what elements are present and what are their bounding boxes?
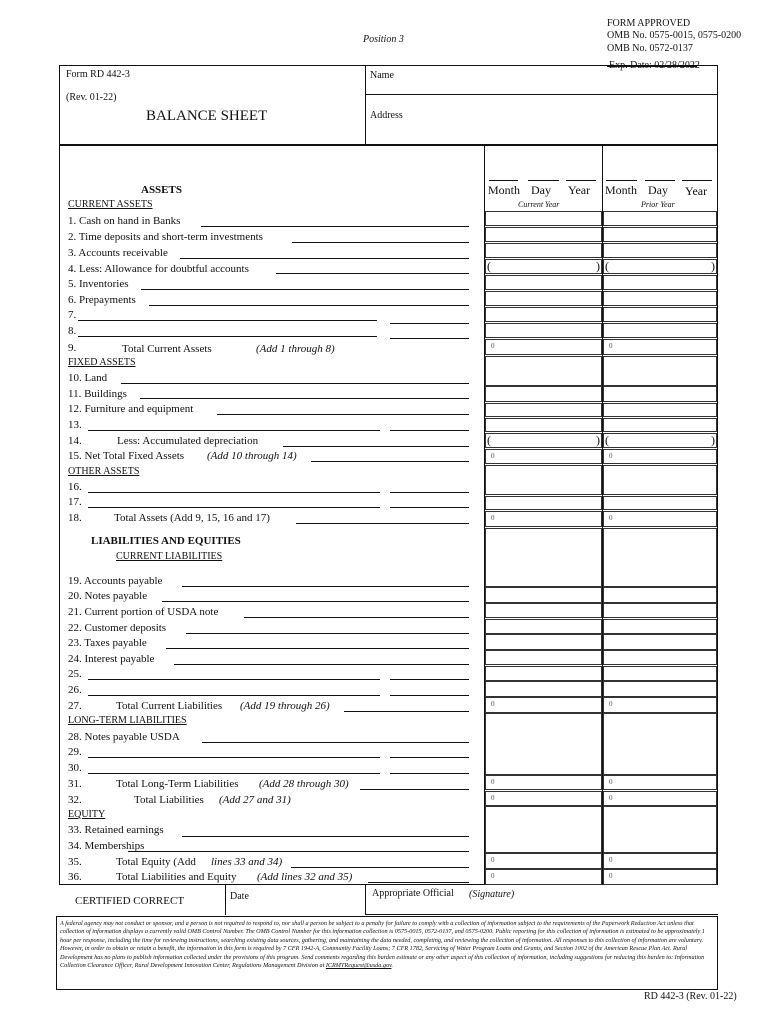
open-paren: ( — [605, 259, 609, 273]
current-amount-line-31[interactable] — [485, 775, 602, 790]
signature-label: (Signature) — [469, 889, 515, 900]
prior-amount-line-15[interactable] — [603, 449, 717, 464]
prior-amount-line-eq-spacer — [603, 806, 717, 853]
position-label: Position 3 — [363, 34, 404, 45]
current-amount-line-17[interactable] — [485, 496, 602, 510]
total-value: 0 — [491, 514, 495, 522]
line-20-label: 20. Notes payable — [68, 590, 148, 602]
prior-amount-line-23[interactable] — [603, 634, 717, 650]
line-27-text: Total Current Liabilities — [116, 700, 223, 712]
current-amount-line-27[interactable] — [485, 697, 602, 713]
prior-amount-line-other-spacer — [603, 465, 717, 495]
open-paren: ( — [487, 433, 491, 447]
current-amount-line-14[interactable] — [485, 433, 602, 448]
current-amount-line-35[interactable] — [485, 853, 602, 869]
current-amount-line-3[interactable] — [485, 243, 602, 258]
prior-amount-line-26[interactable] — [603, 681, 717, 697]
total-value: 0 — [609, 514, 613, 522]
line-10-label: 10. Land — [68, 372, 108, 384]
long-term-liabilities-heading: LONG-TERM LIABILITIES — [68, 715, 187, 726]
prior-amount-line-17[interactable] — [603, 496, 717, 510]
form-revision: (Rev. 01-22) — [66, 92, 117, 103]
liabilities-heading: LIABILITIES AND EQUITIES — [91, 535, 241, 547]
prior-amount-line-12[interactable] — [603, 403, 717, 417]
prior-amount-line-8[interactable] — [603, 323, 717, 338]
total-value: 0 — [491, 794, 495, 802]
current-amount-line-15[interactable] — [485, 449, 602, 464]
line-28-label: 28. Notes payable USDA — [68, 731, 180, 743]
close-paren: ) — [596, 433, 600, 447]
line-29-label: 29. — [68, 746, 82, 758]
total-value: 0 — [609, 778, 613, 786]
official-label: Appropriate Official — [372, 888, 454, 899]
total-value: 0 — [609, 794, 613, 802]
line-21-label: 21. Current portion of USDA note — [68, 606, 219, 618]
line-3-label: 3. Accounts receivable — [68, 247, 168, 259]
prior-amount-line-2[interactable] — [603, 227, 717, 242]
line-31-text: Total Long-Term Liabilities — [116, 778, 239, 790]
prior-amount-line-24[interactable] — [603, 650, 717, 665]
prior-amount-line-21[interactable] — [603, 603, 717, 618]
prior-amount-line-13[interactable] — [603, 418, 717, 432]
line-15-label: 15. Net Total Fixed Assets — [68, 450, 185, 462]
line-17-label: 17. — [68, 496, 82, 508]
prior-year-header: Year — [685, 184, 708, 198]
form-title: BALANCE SHEET — [146, 108, 268, 124]
prior-amount-line-1[interactable] — [603, 211, 717, 226]
line-16-label: 16. — [68, 481, 82, 493]
current-amount-line-22[interactable] — [485, 619, 602, 634]
line-9-note: (Add 1 through 8) — [256, 343, 335, 355]
prior-amount-line-4[interactable] — [603, 259, 717, 274]
prior-amount-line-3[interactable] — [603, 243, 717, 258]
prior-amount-line-7[interactable] — [603, 307, 717, 322]
current-year-label: Current Year — [518, 200, 560, 209]
total-value: 0 — [491, 856, 495, 864]
current-amount-line-13[interactable] — [485, 418, 602, 432]
current-amount-line-6[interactable] — [485, 291, 602, 306]
line-7-label: 7. — [68, 309, 77, 321]
line-34-label: 34. Memberships — [68, 840, 145, 852]
line-31-note: (Add 28 through 30) — [259, 778, 349, 790]
line-9-label: 9. — [68, 342, 77, 354]
prior-amount-line-9[interactable] — [603, 339, 717, 355]
line-14-label: 14. — [68, 435, 82, 447]
line-35-label: 35. — [68, 856, 82, 868]
certified-correct: CERTIFIED CORRECT — [75, 895, 185, 907]
line-26-label: 26. — [68, 684, 82, 696]
total-value: 0 — [491, 452, 495, 460]
total-value: 0 — [609, 872, 613, 880]
form-number: Form RD 442-3 — [66, 69, 130, 80]
line-35-text: Total Equity (Add — [116, 856, 196, 868]
current-amount-line-7[interactable] — [485, 307, 602, 322]
line-9-text: Total Current Assets — [122, 343, 212, 355]
close-paren: ) — [711, 433, 715, 447]
current-liabilities-heading: CURRENT LIABILITIES — [116, 551, 223, 562]
current-amount-line-25[interactable] — [485, 666, 602, 681]
line-33-label: 33. Retained earnings — [68, 824, 164, 836]
total-value: 0 — [609, 452, 613, 460]
prior-amount-line-fixed-spacer — [603, 356, 717, 386]
current-amount-line-20[interactable] — [485, 587, 602, 603]
line-32-text: Total Liabilities — [134, 794, 204, 806]
date-label: Date — [230, 891, 249, 902]
prior-amount-line-6[interactable] — [603, 291, 717, 306]
total-value: 0 — [491, 778, 495, 786]
current-amount-line-23[interactable] — [485, 634, 602, 650]
line-15-note: (Add 10 through 14) — [207, 450, 297, 462]
omb-number-1: OMB No. 0575-0015, 0575-0200 — [607, 30, 742, 41]
assets-heading: ASSETS — [141, 184, 182, 196]
current-year-header: Year — [568, 183, 591, 197]
line-13-label: 13. — [68, 419, 82, 431]
prior-amount-line-32[interactable] — [603, 791, 717, 806]
total-value: 0 — [491, 700, 495, 708]
line-2-label: 2. Time deposits and short-term investments — [68, 231, 263, 243]
prior-amount-line-18[interactable] — [603, 511, 717, 527]
line-22-label: 22. Customer deposits — [68, 622, 167, 634]
current-amount-line-eq-spacer — [485, 806, 602, 853]
current-amount-line-12[interactable] — [485, 403, 602, 417]
prior-amount-line-14[interactable] — [603, 433, 717, 448]
line-32-label: 32. — [68, 794, 82, 806]
address-label: Address — [370, 110, 403, 121]
prior-amount-line-25[interactable] — [603, 666, 717, 681]
line-8-label: 8. — [68, 325, 77, 337]
current-amount-line-11[interactable] — [485, 386, 602, 402]
line-11-label: 11. Buildings — [68, 388, 127, 400]
current-amount-line-fixed-spacer — [485, 356, 602, 386]
form-approved: FORM APPROVED — [607, 18, 691, 29]
current-amount-line-32[interactable] — [485, 791, 602, 806]
current-amount-line-1[interactable] — [485, 211, 602, 226]
prior-amount-line-lt-spacer — [603, 713, 717, 775]
current-amount-line-5[interactable] — [485, 275, 602, 290]
fixed-assets-heading: FIXED ASSETS — [68, 357, 136, 368]
open-paren: ( — [605, 433, 609, 447]
line-12-label: 12. Furniture and equipment — [68, 403, 194, 415]
total-value: 0 — [491, 872, 495, 880]
line-14-text: Less: Accumulated depreciation — [117, 435, 259, 447]
total-value: 0 — [609, 342, 613, 350]
current-amount-line-24[interactable] — [485, 650, 602, 665]
current-amount-line-21[interactable] — [485, 603, 602, 618]
prior-amount-line-27[interactable] — [603, 697, 717, 713]
total-value: 0 — [609, 856, 613, 864]
total-value: 0 — [491, 342, 495, 350]
prior-amount-line-20[interactable] — [603, 587, 717, 603]
prior-amount-line-36[interactable] — [603, 869, 717, 885]
line-24-label: 24. Interest payable — [68, 653, 155, 665]
line-36-label: 36. — [68, 871, 82, 883]
current-amount-line-other-spacer — [485, 465, 602, 495]
line-4-label: 4. Less: Allowance for doubtful accounts — [68, 263, 249, 275]
line-6-label: 6. Prepayments — [68, 294, 136, 306]
line-5-label: 5. Inventories — [68, 278, 129, 290]
prior-month-header: Month — [605, 183, 638, 197]
current-amount-line-18[interactable] — [485, 511, 602, 527]
current-assets-heading: CURRENT ASSETS — [68, 199, 153, 210]
total-value: 0 — [609, 700, 613, 708]
line-35-note: lines 33 and 34) — [211, 856, 283, 868]
current-amount-line-4[interactable] — [485, 259, 602, 274]
notice-email[interactable]: ICRMTRequest@usda.gov — [325, 962, 392, 970]
prior-amount-line-31[interactable] — [603, 775, 717, 790]
prior-year-label: Prior Year — [641, 200, 675, 209]
line-23-label: 23. Taxes payable — [68, 637, 147, 649]
name-label: Name — [370, 70, 394, 81]
current-amount-line-36[interactable] — [485, 869, 602, 885]
prior-amount-line-11[interactable] — [603, 386, 717, 402]
prior-day-header: Day — [648, 183, 668, 197]
current-month-header: Month — [488, 183, 521, 197]
open-paren: ( — [487, 259, 491, 273]
line-27-note: (Add 19 through 26) — [240, 700, 330, 712]
line-27-label: 27. — [68, 700, 82, 712]
line-30-label: 30. — [68, 762, 82, 774]
prior-amount-line-22[interactable] — [603, 619, 717, 634]
line-18-label: 18. — [68, 512, 82, 524]
line-31-label: 31. — [68, 778, 82, 790]
omb-number-2: OMB No. 0572-0137 — [607, 43, 693, 54]
expiration-date: Exp. Date: 02/28/2022 — [609, 60, 700, 71]
current-amount-line-liab-spacer — [485, 528, 602, 587]
current-amount-line-26[interactable] — [485, 681, 602, 697]
line-36-text: Total Liabilities and Equity — [116, 871, 237, 883]
close-paren: ) — [596, 259, 600, 273]
equity-heading: EQUITY — [68, 809, 106, 820]
line-36-note: (Add lines 32 and 35) — [257, 871, 353, 883]
current-day-header: Day — [531, 183, 551, 197]
prior-amount-line-liab-spacer — [603, 528, 717, 587]
current-amount-line-8[interactable] — [485, 323, 602, 338]
current-amount-line-9[interactable] — [485, 339, 602, 355]
line-32-note: (Add 27 and 31) — [219, 794, 291, 806]
close-paren: ) — [711, 259, 715, 273]
line-18-text: Total Assets (Add 9, 15, 16 and 17) — [114, 512, 270, 524]
current-amount-line-2[interactable] — [485, 227, 602, 242]
current-amount-line-lt-spacer — [485, 713, 602, 775]
footer-form-number: RD 442-3 (Rev. 01-22) — [644, 991, 737, 1002]
other-assets-heading: OTHER ASSETS — [68, 466, 140, 477]
prior-amount-line-35[interactable] — [603, 853, 717, 869]
line-25-label: 25. — [68, 668, 82, 680]
line-19-label: 19. Accounts payable — [68, 575, 163, 587]
prior-amount-line-5[interactable] — [603, 275, 717, 290]
paperwork-notice: A federal agency may not conduct or sponsor, and a person is not required to respond to, nor shall a person be subject to a penalty for failure to comply with a collection of information subject to the requirements of the Paperwork Reduction Act unless that collection of information displays a currently valid OMB Control Number. The OMB Control Number for this information collection is 0575-0015, 0572-0137, and 0575-0200. Public reporting for this collection of information is estimated to be approximately 1 hour per response, including the time for reviewing instructions, searching existing data sources, gathering, and maintaining the data needed, completing, and reviewing the collection of information. All responses to this collection of information are voluntary. However, in order to obtain or retain a benefit, the information in this form is required by 7 CFR 1942-A, Community Facility Loans; 7 CFR 1782, Servicing of Water Program Loans and Grants, and Section 1002 of the American Rescue Plan Act. Rural Development has no plans to publish information collected under the provisions of this program. Send comments regarding this burden estimate or any other aspect of this collection of information, including suggestions for reducing this burden to: Information Collection Clearance Officer, Rural Development Innovation Center, Regulations Management Division at ICRMTRequest@usda.gov. — [60, 920, 705, 970]
line-1-label: 1. Cash on hand in Banks — [68, 215, 181, 227]
